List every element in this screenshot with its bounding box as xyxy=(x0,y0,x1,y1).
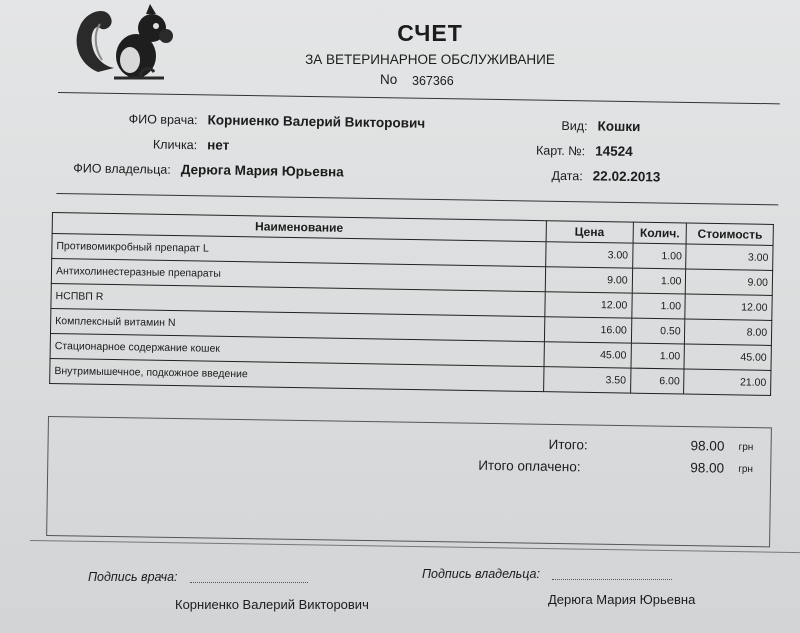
doctor-name: Корниенко Валерий Викторович xyxy=(207,112,426,131)
invoice-subtitle: ЗА ВЕТЕРИНАРНОЕ ОБСЛУЖИВАНИЕ xyxy=(305,52,555,67)
paid-currency: грн xyxy=(738,463,754,476)
date-label: Дата: xyxy=(551,168,583,184)
item-price: 45.00 xyxy=(544,342,631,368)
paid-label: Итого оплачено: xyxy=(478,457,581,475)
squirrel-logo-icon xyxy=(70,2,190,84)
item-quantity: 0.50 xyxy=(631,318,685,344)
header-cost: Стоимость xyxy=(687,223,774,245)
invoice-number: 367366 xyxy=(412,74,454,88)
item-quantity: 1.00 xyxy=(632,243,686,269)
item-name: Антихолинестеразные препараты xyxy=(51,259,545,292)
doctor-signature-label: Подпись врача: xyxy=(88,570,178,584)
item-quantity: 6.00 xyxy=(630,368,684,394)
header-quantity: Колич. xyxy=(633,222,687,244)
item-name: Противомикробный препарат L xyxy=(52,234,546,267)
paid-amount: 98.00 xyxy=(690,460,725,476)
invoice-title: СЧЕТ xyxy=(397,20,463,46)
item-cost: 3.00 xyxy=(686,244,773,270)
invoice-number-label: No xyxy=(380,72,398,87)
nickname-label: Кличка: xyxy=(152,137,198,153)
header-name: Наименование xyxy=(52,213,546,242)
item-name: Внутримышечное, подкожное введение xyxy=(50,358,544,391)
item-price: 12.00 xyxy=(545,292,632,318)
owner-signature-line xyxy=(552,579,672,580)
species-label: Вид: xyxy=(561,118,588,134)
owner-label: ФИО владельца: xyxy=(73,161,171,177)
item-cost: 21.00 xyxy=(684,369,771,395)
totals-box xyxy=(46,416,772,547)
invoice-date: 22.02.2013 xyxy=(592,168,661,185)
card-number: 14524 xyxy=(595,143,633,160)
species-value: Кошки xyxy=(597,118,641,135)
item-cost: 8.00 xyxy=(685,319,772,345)
header-price: Цена xyxy=(546,221,633,243)
services-table xyxy=(49,212,774,396)
doctor-signature-name: Корниенко Валерий Викторович xyxy=(175,597,369,612)
total-label: Итого: xyxy=(548,436,588,453)
total-currency: грн xyxy=(738,441,754,454)
doctor-signature-line xyxy=(190,582,308,583)
total-amount: 98.00 xyxy=(690,438,725,454)
item-cost: 45.00 xyxy=(684,344,771,370)
nickname-value: нет xyxy=(207,137,230,153)
owner-signature-label: Подпись владельца: xyxy=(422,567,540,581)
item-cost: 9.00 xyxy=(686,269,773,295)
doctor-label: ФИО врача: xyxy=(128,112,198,128)
item-name: Стационарное содержание кошек xyxy=(50,333,544,366)
owner-name: Дерюга Мария Юрьевна xyxy=(180,161,344,180)
item-price: 9.00 xyxy=(545,267,632,293)
item-price: 3.00 xyxy=(545,242,632,268)
card-label: Карт. №: xyxy=(535,143,586,159)
patient-info-box xyxy=(56,92,780,205)
item-name: НСПВП R xyxy=(51,283,545,316)
item-name: Комплексный витамин N xyxy=(50,308,544,341)
item-quantity: 1.00 xyxy=(631,343,685,369)
item-price: 16.00 xyxy=(544,317,631,343)
item-quantity: 1.00 xyxy=(632,293,686,319)
item-quantity: 1.00 xyxy=(632,268,686,294)
item-price: 3.50 xyxy=(543,367,630,393)
item-cost: 12.00 xyxy=(685,294,772,320)
owner-signature-name: Дерюга Мария Юрьевна xyxy=(548,592,696,607)
